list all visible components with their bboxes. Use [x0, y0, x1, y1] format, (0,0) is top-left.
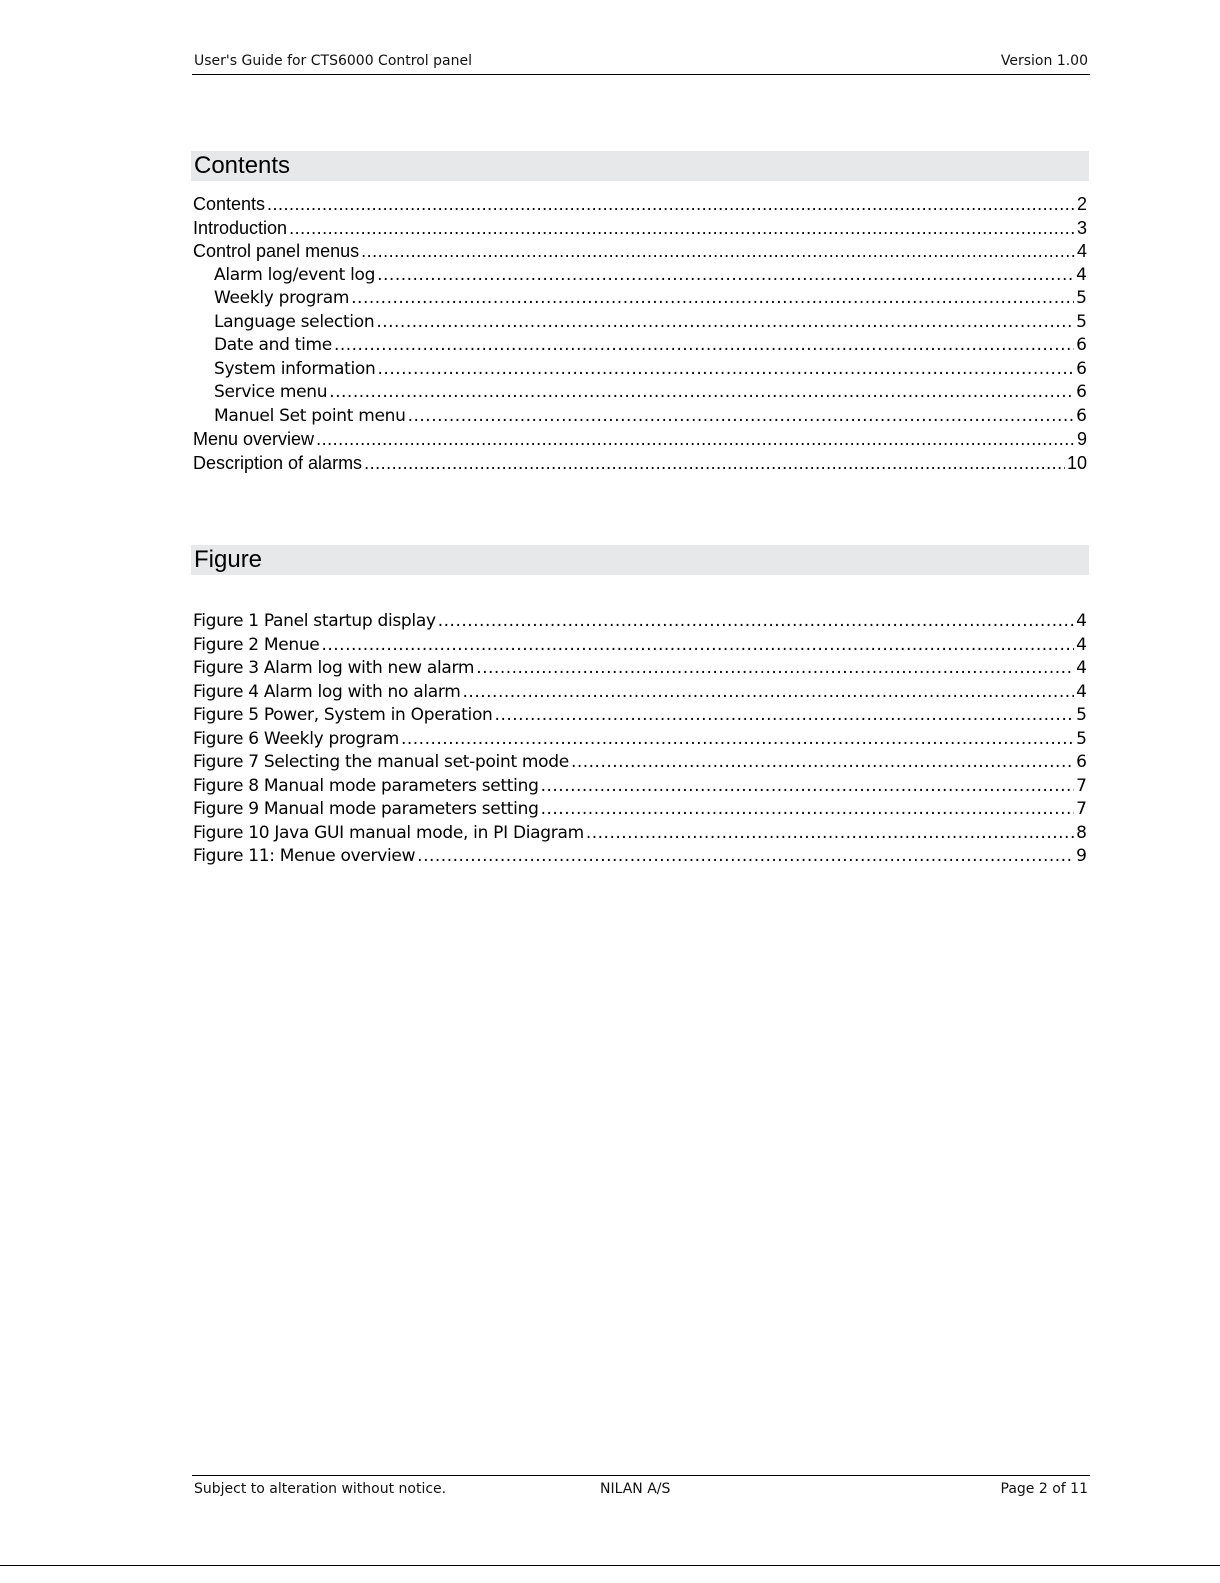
figure-entry-label: Figure 9 Manual mode parameters setting: [193, 799, 539, 819]
figure-entry-page-number: 9: [1076, 846, 1087, 866]
toc-entry[interactable]: [193, 405, 1087, 429]
toc-entry-page-number: 4: [1076, 264, 1087, 285]
contents-heading-bar: [191, 151, 1089, 181]
toc-entry[interactable]: [193, 358, 1087, 382]
figure-entry-label: Figure 3 Alarm log with new alarm: [193, 658, 475, 678]
figure-entry-label: Figure 2 Menue: [193, 634, 320, 655]
toc-entry[interactable]: [193, 193, 1087, 217]
toc-entry-page-number: 6: [1076, 335, 1087, 355]
toc-entry-page-number: 6: [1076, 358, 1087, 379]
figure-entry-label: Figure 5 Power, System in Operation: [193, 705, 493, 725]
figure-entry[interactable]: [193, 681, 1087, 705]
document-title: User's Guide for CTS6000 Control panel: [194, 53, 472, 69]
toc-entry-label: Alarm log/event log: [214, 264, 376, 285]
page-footer: [192, 1475, 1090, 1502]
toc-entry-label: Introduction: [193, 217, 288, 238]
figure-entry-label: Figure 6 Weekly program: [193, 728, 399, 749]
toc-entry-label: Date and time: [214, 335, 332, 355]
figure-entry-page-number: 7: [1076, 775, 1087, 796]
dot-leader: [329, 381, 1074, 405]
toc-entry[interactable]: [193, 452, 1087, 476]
toc-entry-page-number: 9: [1076, 429, 1087, 449]
dot-leader: [378, 358, 1075, 382]
page-header: [192, 52, 1090, 75]
dot-leader: [364, 452, 1065, 476]
dot-leader: [267, 193, 1075, 217]
figure-entry[interactable]: [193, 845, 1087, 869]
figure-entry[interactable]: [193, 798, 1087, 822]
figure-entry-page-number: 8: [1076, 822, 1087, 843]
dot-leader: [541, 775, 1075, 799]
figure-entry-label: Figure 7 Selecting the manual set-point mode: [193, 752, 569, 772]
figure-entry-label: Figure 4 Alarm log with no alarm: [193, 681, 461, 702]
dot-leader: [377, 264, 1074, 288]
figure-entry[interactable]: [193, 657, 1087, 681]
figure-entry-label: Figure 10 Java GUI manual mode, in PI Diagram: [193, 822, 584, 843]
toc-entry-label: Description of alarms: [193, 452, 363, 473]
dot-leader: [571, 751, 1074, 775]
dot-leader: [438, 610, 1074, 634]
toc-entry-label: Menu overview: [193, 429, 315, 449]
toc-entry[interactable]: [193, 264, 1087, 288]
toc-entry-label: Weekly program: [214, 288, 350, 308]
list-of-figures: [193, 610, 1087, 869]
figure-entry-label: Figure 8 Manual mode parameters setting: [193, 775, 539, 796]
figure-entry[interactable]: [193, 751, 1087, 775]
toc-entry[interactable]: [193, 287, 1087, 311]
toc-entry-label: Service menu: [214, 382, 328, 402]
dot-leader: [541, 798, 1075, 822]
figure-entry-label: Figure 1 Panel startup display: [193, 611, 436, 631]
figure-entry[interactable]: [193, 775, 1087, 799]
toc-entry-label: Contents: [193, 194, 266, 214]
figure-entry-page-number: 5: [1076, 728, 1087, 749]
toc-entry-page-number: 4: [1076, 241, 1087, 261]
toc-entry-label: Manuel Set point menu: [214, 405, 406, 426]
dot-leader: [408, 405, 1075, 429]
dot-leader: [476, 657, 1074, 681]
figure-entry-page-number: 4: [1076, 658, 1087, 678]
dot-leader: [417, 845, 1074, 869]
document-version: Version 1.00: [1000, 53, 1088, 69]
toc-entry-label: Control panel menus: [193, 241, 360, 261]
toc-entry[interactable]: [193, 240, 1087, 264]
toc-entry[interactable]: [193, 381, 1087, 405]
toc-entry-label: System information: [214, 358, 376, 379]
figures-heading-bar: [191, 545, 1089, 575]
dot-leader: [316, 428, 1075, 452]
toc-entry[interactable]: [193, 334, 1087, 358]
figures-heading: Figure: [194, 546, 263, 573]
footer-page-number: Page 2 of 11: [1000, 1481, 1088, 1497]
figure-entry-page-number: 7: [1076, 799, 1087, 819]
dot-leader: [495, 704, 1075, 728]
dot-leader: [376, 311, 1074, 335]
figure-entry-page-number: 5: [1076, 705, 1087, 725]
dot-leader: [334, 334, 1074, 358]
figure-entry-page-number: 6: [1076, 752, 1087, 772]
table-of-contents: [193, 193, 1087, 475]
figure-entry[interactable]: [193, 610, 1087, 634]
toc-entry[interactable]: [193, 217, 1087, 241]
figure-entry-page-number: 4: [1076, 634, 1087, 655]
dot-leader: [351, 287, 1074, 311]
figure-entry[interactable]: [193, 728, 1087, 752]
dot-leader: [289, 217, 1075, 241]
figure-entry[interactable]: [193, 634, 1087, 658]
footer-company: NILAN A/S: [600, 1481, 671, 1497]
dot-leader: [361, 240, 1075, 264]
figure-entry-page-number: 4: [1076, 681, 1087, 702]
toc-entry-label: Language selection: [214, 311, 375, 332]
toc-entry-page-number: 6: [1076, 405, 1087, 426]
toc-entry[interactable]: [193, 311, 1087, 335]
toc-entry-page-number: 6: [1076, 382, 1087, 402]
dot-leader: [463, 681, 1075, 705]
toc-entry-page-number: 2: [1076, 194, 1087, 214]
dot-leader: [586, 822, 1074, 846]
contents-heading: Contents: [194, 152, 291, 179]
figure-entry[interactable]: [193, 822, 1087, 846]
footer-notice: Subject to alteration without notice.: [194, 1481, 447, 1497]
toc-entry-page-number: 5: [1076, 288, 1087, 308]
dot-leader: [321, 634, 1074, 658]
figure-entry-label: Figure 11: Menue overview: [193, 846, 416, 866]
toc-entry-page-number: 10: [1066, 452, 1087, 473]
page-bottom-edge: [0, 1565, 1220, 1566]
dot-leader: [401, 728, 1074, 752]
toc-entry[interactable]: [193, 428, 1087, 452]
figure-entry-page-number: 4: [1076, 611, 1087, 631]
toc-entry-page-number: 3: [1076, 217, 1087, 238]
figure-entry[interactable]: [193, 704, 1087, 728]
toc-entry-page-number: 5: [1076, 311, 1087, 332]
